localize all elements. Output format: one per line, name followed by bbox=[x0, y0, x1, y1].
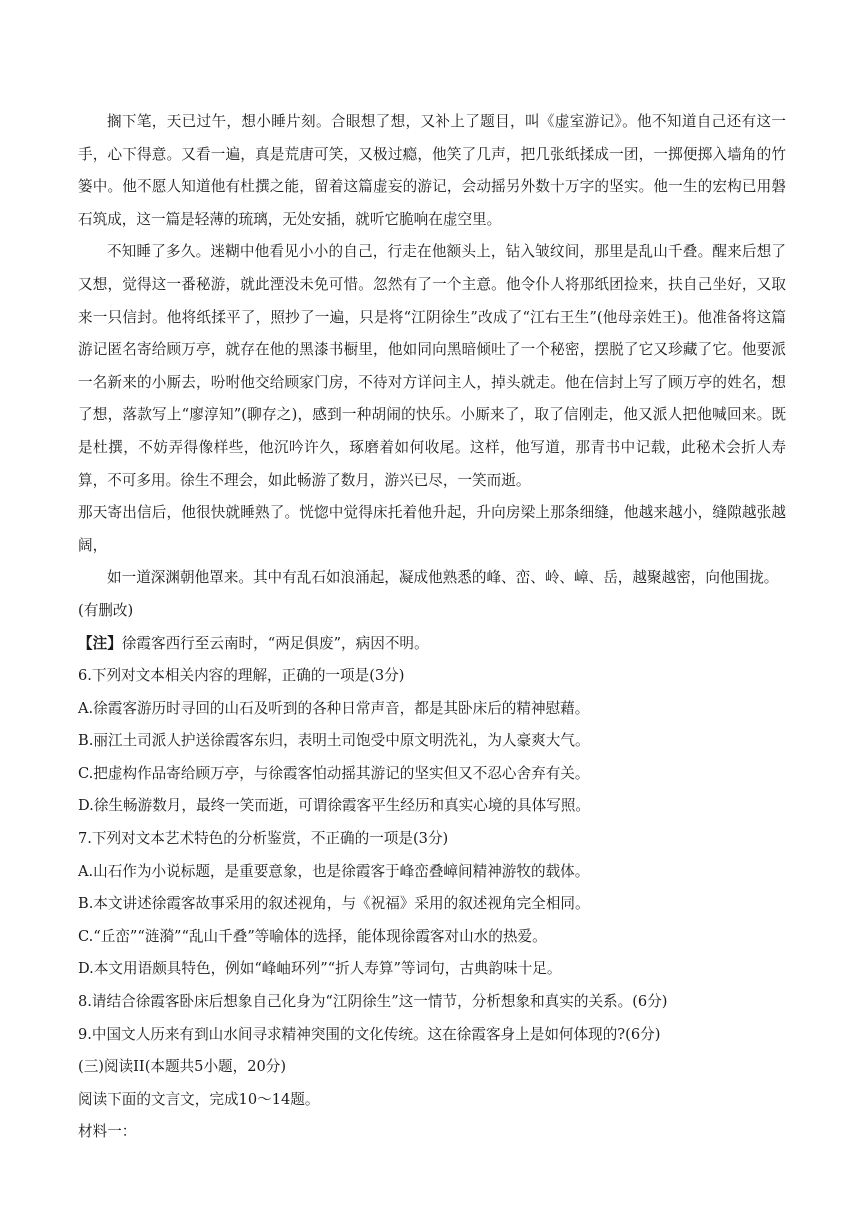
question-6-option-a: A.徐霞客游历时寻回的山石及听到的各种日常声音，都是其卧床后的精神慰藉。 bbox=[78, 699, 590, 717]
question-7-option-a: A.山石作为小说标题，是重要意象，也是徐霞客于峰峦叠嶂间精神游牧的载体。 bbox=[78, 862, 590, 880]
story-paragraph-1: 搁下笔，天已过午，想小睡片刻。合眼想了想，又补上了题目，叫《虚室游记》。他不知道自己还有这一手，心下得意。又看一遍，真是荒唐可笑，又极过瘾，他笑了几声，把几张纸揉成一团，一掷便掷入墙角的竹篓中。他不愿人知道他有杜撰之能，留着这篇虚妄的游记，会动摇另外数十万字的坚实。他一生的宏构已用磐石筑成，这一篇是轻薄的琉璃，无处安插，就听它脆响在虚空里。 bbox=[78, 113, 786, 228]
story-paragraph-4: 如一道深渊朝他罩来。其中有乱石如浪涌起，凝成他熟悉的峰、峦、岭、嶂、岳，越聚越密，向他围拢。 bbox=[107, 569, 779, 587]
annotation-text: 徐霞客西行至云南时，“两足俱废”，病因不明。 bbox=[121, 634, 429, 652]
section-instruction: 阅读下面的文言文，完成10～14题。 bbox=[78, 1090, 320, 1108]
story-paragraph-2: 不知睡了多久。迷糊中他看见小小的自己，行走在他额头上，钻入皱纹间，那里是乱山千叠。醒来后想了又想，觉得这一番秘游，就此湮没未免可惜。忽然有了一个主意。他令仆人将那纸团捡来，扶自己坐好，又取来一只信封。他将纸揉平了，照抄了一遍，只是将“江阴徐生”改成了“江右王生”(他母亲姓王)。他准备将这篇游记匿名寄给顾万亭，就存在他的黑漆书橱里，他如同向黑暗倾吐了一个秘密，摆脱了它又珍藏了它。他要派一名新来的小厮去，吩咐他交给顾家门房，不待对方详问主人，掉头就走。他在信封上写了顾万亭的姓名，想了想，落款写上“廖淳知”(聊存之)，感到一种胡闹的快乐。小厮来了，取了信刚走，他又派人把他喊回来。既是杜撰，不妨弄得像样些，他沉吟许久，琢磨着如何收尾。这样，他写道，那青书中记载，此秘术会折人寿算，不可多用。徐生不理会，如此畅游了数月，游兴已尽，一笑而逝。 bbox=[78, 243, 786, 489]
question-7-stem: 7.下列对文本艺术特色的分析鉴赏，不正确的一项是(3分) bbox=[78, 830, 449, 848]
question-6-option-c: C.把虚构作品寄给顾万亭，与徐霞客怕动摇其游记的坚实但又不忍心舍弃有关。 bbox=[78, 764, 590, 782]
question-7-option-c: C.“丘峦”“涟漪”“乱山千叠”等喻体的选择，能体现徐霞客对山水的热爱。 bbox=[78, 927, 547, 945]
question-6-option-b: B.丽江土司派人护送徐霞客东归，表明土司饱受中原文明洗礼，为人豪爽大气。 bbox=[78, 732, 590, 750]
page-content bbox=[78, 106, 786, 1149]
source-note: (有删改) bbox=[78, 601, 134, 619]
story-paragraph-3: 那天寄出信后，他很快就睡熟了。恍惚中觉得床托着他升起，升向房梁上那条细缝，他越来越小，缝隙越张越阔， bbox=[78, 504, 786, 554]
annotation bbox=[78, 628, 786, 661]
question-7-option-d: D.本文用语颇具特色，例如“峰岫环列”“折人寿算”等词句，古典韵味十足。 bbox=[78, 960, 562, 978]
annotation-label: 【注】 bbox=[78, 634, 122, 652]
question-6-stem: 6.下列对文本相关内容的理解，正确的一项是(3分) bbox=[78, 667, 405, 685]
question-7-option-b: B.本文讲述徐霞客故事采用的叙述视角，与《祝福》采用的叙述视角完全相同。 bbox=[78, 895, 590, 913]
material-label: 材料一： bbox=[78, 1123, 137, 1141]
section-heading: (三)阅读II(本题共5小题，20分) bbox=[78, 1058, 287, 1076]
question-9: 9.中国文人历来有到山水间寻求精神突围的文化传统。这在徐霞客身上是如何体现的?(6分) bbox=[78, 1025, 661, 1043]
question-8: 8.请结合徐霞客卧床后想象自己化身为“江阴徐生”这一情节，分析想象和真实的关系。(6分) bbox=[78, 993, 668, 1011]
question-6-option-d: D.徐生畅游数月，最终一笑而逝，可谓徐霞客平生经历和真实心境的具体写照。 bbox=[78, 797, 591, 815]
